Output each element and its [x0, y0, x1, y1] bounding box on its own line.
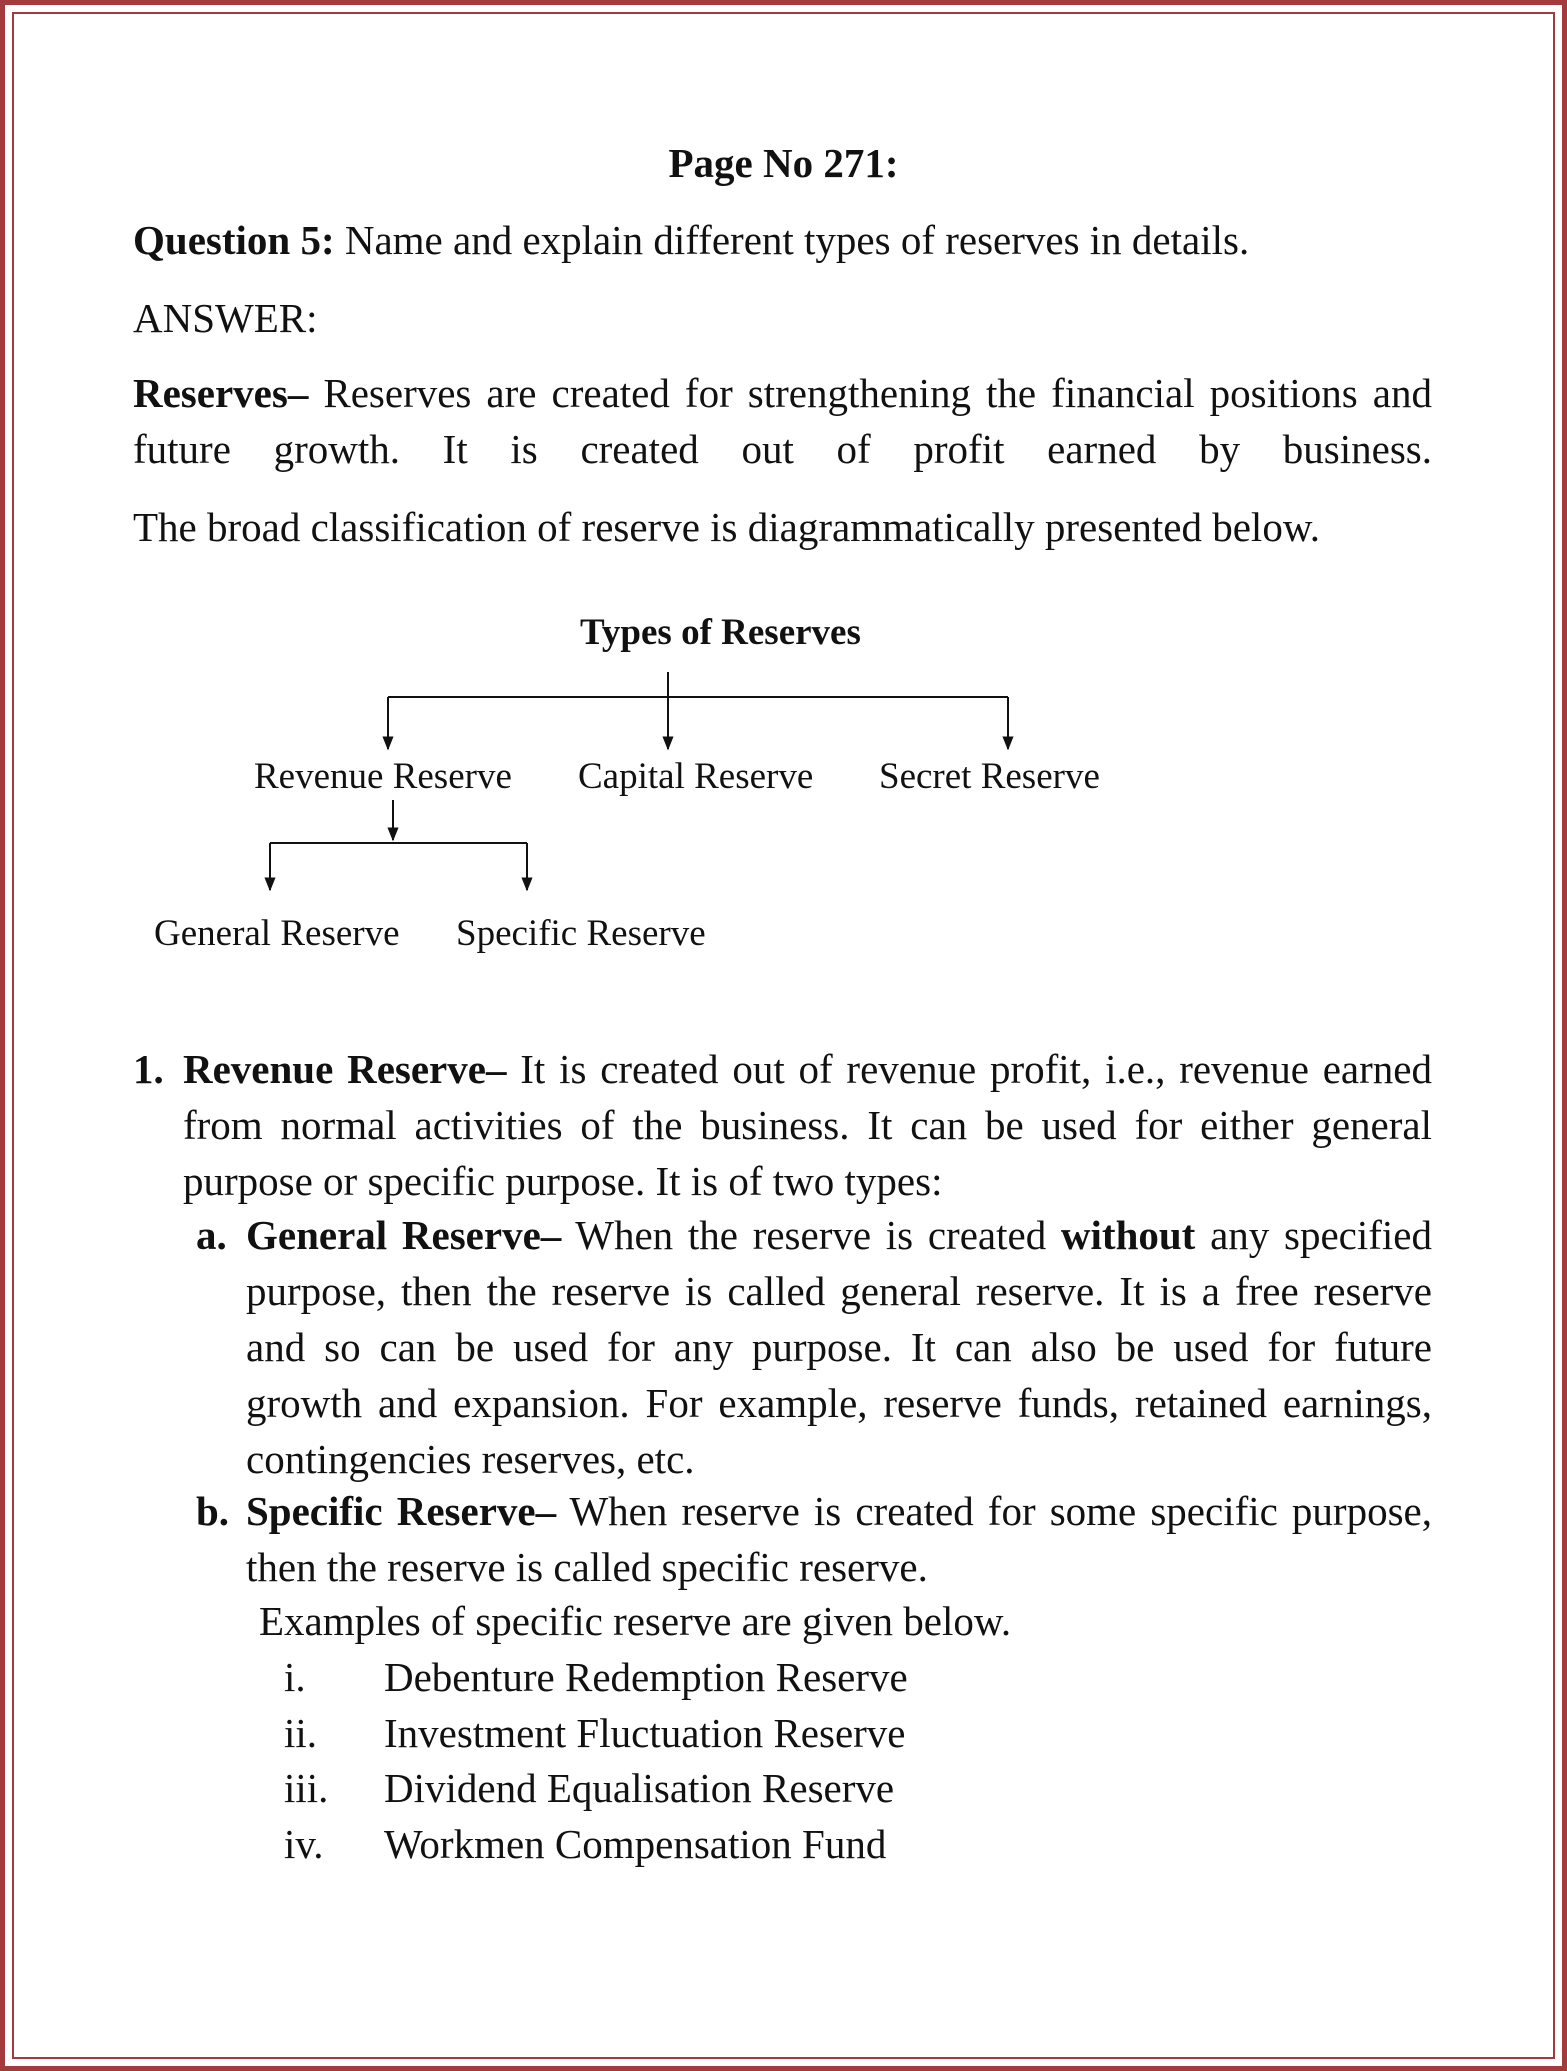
- item-a-term: General Reserve: [246, 1212, 541, 1258]
- reserves-intro-text: Reserves are created for strengthening the financial positions and future growth. It is created out of profit earned by business.: [133, 370, 1432, 472]
- answer-label: ANSWER:: [133, 295, 318, 341]
- diagram-capital-reserve: Capital Reserve: [578, 756, 814, 797]
- reserves-dash: –: [287, 370, 309, 416]
- example-text: Dividend Equalisation Reserve: [384, 1765, 895, 1811]
- item-a-text-after: any specified purpose, then the reserve is called general reserve. It is a free reserve and so can be used for any purpose. It can also be used for future growth and expansion. For example, reserve funds, retained earnings, contingencies reserves, etc.: [246, 1212, 1432, 1482]
- item-a-letter: a.: [196, 1212, 227, 1258]
- item-b-letter: b.: [196, 1488, 230, 1534]
- item-a-dash: –: [540, 1212, 562, 1258]
- item-a-bold-word: without: [1060, 1212, 1196, 1258]
- example-text: Debenture Redemption Reserve: [384, 1654, 908, 1700]
- question-text: Name and explain different types of reserves in details.: [344, 217, 1250, 263]
- classification-text: The broad classification of reserve is diagrammatically presented below.: [133, 504, 1321, 550]
- example-text: Investment Fluctuation Reserve: [384, 1710, 906, 1756]
- diagram-root: Types of Reserves: [580, 612, 861, 653]
- item1-text: It is created out of revenue profit, i.e., revenue earned from normal activities of the business. It can be used for either general purpose or specific purpose. It is of two types:: [183, 1046, 1432, 1204]
- page-title: Page No 271:: [668, 140, 899, 186]
- examples-intro: Examples of specific reserve are given below.: [259, 1598, 1012, 1644]
- item-b-paragraph: [246, 1483, 1432, 1595]
- item-b-text: When reserve is created for some specific purpose, then the reserve is called specific reserve.: [246, 1488, 1432, 1590]
- diagram-specific-reserve: Specific Reserve: [456, 913, 706, 954]
- item1-paragraph: [183, 1041, 1432, 1209]
- item-a-text-before: When the reserve is created: [561, 1212, 1061, 1258]
- example-numeral: ii.: [284, 1710, 318, 1756]
- example-text: Workmen Compensation Fund: [384, 1821, 887, 1867]
- diagram-revenue-reserve: Revenue Reserve: [254, 756, 512, 797]
- item1-term: Revenue Reserve: [183, 1046, 486, 1092]
- example-numeral: iv.: [284, 1821, 324, 1867]
- item-b-term: Specific Reserve: [246, 1488, 536, 1534]
- reserves-term: Reserves: [133, 370, 288, 416]
- diagram-general-reserve: General Reserve: [154, 913, 400, 954]
- example-numeral: i.: [284, 1654, 306, 1700]
- item1-number: 1.: [133, 1046, 164, 1092]
- item-b-dash: –: [535, 1488, 557, 1534]
- item-a-paragraph: [246, 1207, 1432, 1487]
- example-numeral: iii.: [284, 1765, 329, 1811]
- diagram-secret-reserve: Secret Reserve: [879, 756, 1100, 797]
- question-label: Question 5:: [133, 217, 335, 263]
- item1-dash: –: [485, 1046, 507, 1092]
